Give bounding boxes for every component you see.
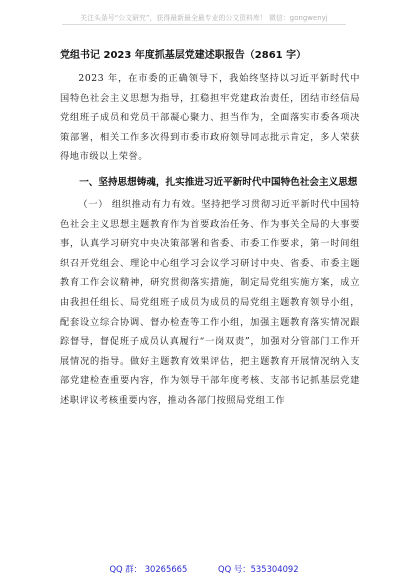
qq-number-text: QQ 号：535304092 [218, 564, 299, 574]
header-banner: 关注头条号“公文研究”，获得最新最全最专业的公文资料库！ 微信：gongwenyj [80, 14, 328, 22]
document-body [60, 46, 360, 411]
section-1-paragraph: （一） 组织推动有力有效。坚持把学习贯彻习近平新时代中国特色社会主义思想主题教育作为首要政治任务、作为事关全局的大事要事，认真学习研究中央决策部署和省委、市委工作要求，第一时间组织召开党组会、理论中心组学习会议学习研讨中央、省委、市委主题教育工作会议精神，研究贯彻落实措施，制定局党组实施方案，成立由我担任组长、局党组班子成员为成员的局党组主题教育领导小组，配套设立综合协调、督办检查等工作小组，加强主题教育落实情况跟踪督导，督促班子成员认真履行“一岗双责”，加强对分管部门工作开展情况的指导。做好主题教育效果评估，把主题教育开展情况纳入支部党建检查重要内容，作为领导干部年度考核、支部书记抓基层党建述职评议考核重要内容，推动各部门按照局党组工作 [60, 198, 360, 406]
footer-contact [0, 563, 408, 575]
header-divider [62, 24, 346, 25]
document-title: 党组书记 2023 年度抓基层党建述职报告（2861 字） [60, 50, 307, 61]
intro-paragraph: 2023 年，在市委的正确领导下，我始终坚持以习近平新时代中国特色社会主义思想为指导，扛稳担牢党建政治责任，团结市经信局党组班子成员和党员干部凝心聚力、担当作为，全面落实市委各项决策部署，相关工作多次得到市委市政府领导同志批示肯定，多人荣获得地市级以上荣誉。 [60, 73, 360, 163]
section-heading-1: 一、坚持思想铸魂，扎实推进习近平新时代中国特色社会主义思想 [79, 176, 358, 188]
qq-group-text: QQ 群： 30265665 [109, 564, 188, 574]
